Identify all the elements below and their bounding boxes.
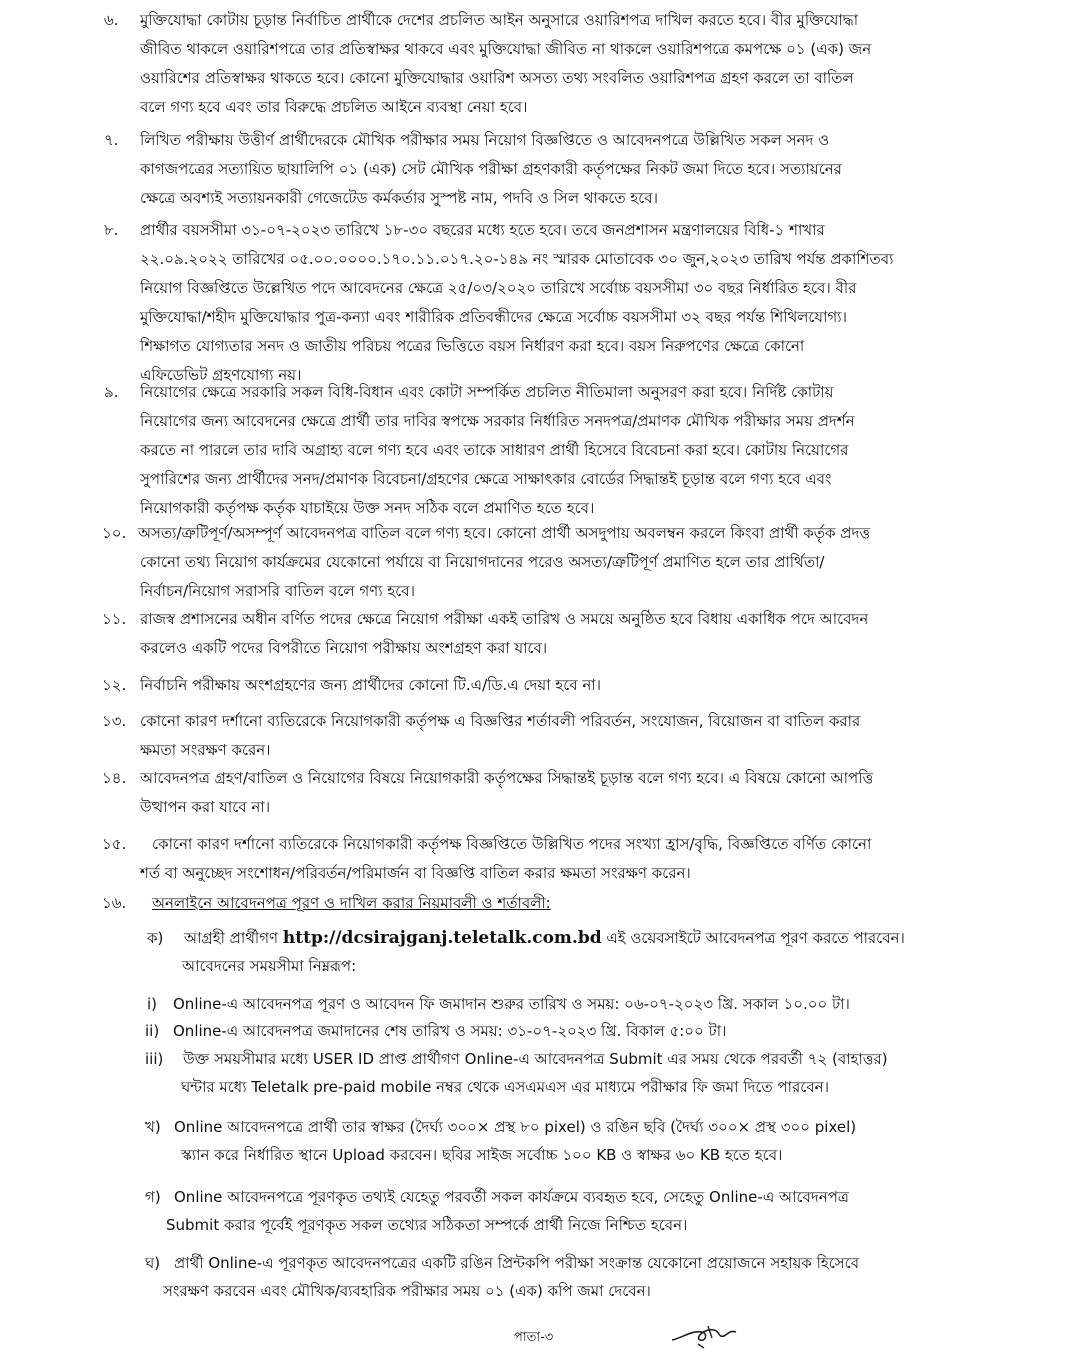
subclause-line: আবেদনের সময়সীমা নিম্নরূপ: [182,957,357,975]
page-number: পাতা-৩ [514,1330,554,1345]
clause-line: আবেদনপত্র গ্রহণ/বাতিল ও নিয়োগের বিষয়ে নিয়োগকারী কর্তৃপক্ষের সিদ্ধান্তই চূড়ান্ত বলে গণ্য হবে। এ বিষয়ে কোনো আপত্তি [140,769,874,787]
roman-label: ii) [145,1022,160,1040]
website-url[interactable]: http://dcsirajganj.teletalk.com.bd [282,928,602,948]
clause-number: ১৩. [102,712,127,730]
subclause-line [184,924,905,952]
clause-line: জীবিত থাকলে ওয়ারিশপত্রে তার প্রতিস্বাক্ষর থাকবে এবং মুক্তিযোদ্ধা জীবিত না থাকলে ওয়ারিশপত্রে কমপক্ষে ০১ (এক) জন [140,40,872,58]
subclause-label: খ) [145,1118,161,1136]
clause-line: শর্ত বা অনুচ্ছেদ সংশোধন/পরিবর্তন/পরিমার্জন বা বিজ্ঞপ্তি বাতিল করার ক্ষমতা সংরক্ষণ করেন। [140,864,691,882]
clause-line: কোনো কারণ দর্শানো ব্যতিরেকে নিয়োগকারী কর্তৃপক্ষ এ বিজ্ঞপ্তির শর্তাবলী পরিবর্তন, সংযোজন, বিয়োজন বা বাতিল করার [140,712,861,730]
clause-number: ১৬. [102,894,127,912]
clause-number: ১০. [102,524,127,542]
clause-number: ১২. [102,676,127,694]
clause-line: মুক্তিযোদ্ধা কোটায় চূড়ান্ত নির্বাচিত প্রার্থীকে দেশের প্রচলিত আইন অনুসারে ওয়ারিশপত্র দাখিল করতে হবে। বীর মুক্তিযোদ্ধা [140,11,859,29]
clause-line: অসত্য/ত্রুটিপূর্ণ/অসম্পূর্ণ আবেদনপত্র বাতিল বলে গণ্য হবে। কোনো প্রার্থী অসদুপায় অবলম্বন করলে কিংবা প্রার্থী কর্তৃক প্রদত্ত [138,524,871,542]
subclause-label: গ) [145,1188,161,1206]
subclause-label: ঘ) [145,1254,161,1272]
clause-line: শিক্ষাগত যোগ্যতার সনদ ও জাতীয় পরিচয় পত্রের ভিত্তিতে বয়স নির্ধারণ করা হবে। বয়স নিরুপণের ক্ষেত্রে কোনো [140,337,805,355]
roman-line: উক্ত সময়সীমার মধ্যে USER ID প্রাপ্ত প্রার্থীগণ Online-এ আবেদনপত্র Submit এর সময় থেকে পরবর্তী ৭২ (বাহাত্তর) [183,1050,888,1068]
clause-number: ৯. [104,383,119,401]
subclause-line: Online আবেদনপত্রে প্রার্থী তার স্বাক্ষর (দৈর্ঘ্য ৩০০× প্রস্থ ৮০ pixel) ও রঙিন ছবি (দৈর্ঘ্য ৩০০× প্রস্থ ৩০০ pixel) [174,1118,857,1136]
clause-line: নিয়োগের ক্ষেত্রে সরকারি সকল বিধি-বিধান এবং কোটা সম্পর্কিত প্রচলিত নীতিমালা অনুসরণ করা হবে। নির্দিষ্ট কোটায় [140,383,834,401]
signature-mark [668,1318,740,1350]
clause-line: এফিডেভিট গ্রহণযোগ্য নয়। [140,366,302,384]
clause-line: রাজস্ব প্রশাসনের অধীন বর্ণিত পদের ক্ষেত্রে নিয়োগ পরীক্ষা একই তারিখ ও সময়ে অনুষ্ঠিত হবে বিধায় একাধিক পদে আবেদন [140,610,869,628]
clause-line: মুক্তিযোদ্ধা/শহীদ মুক্তিযোদ্ধার পুত্র-কন্যা এবং শারীরিক প্রতিবন্ধীদের ক্ষেত্রে সর্বোচ্চ বয়সসীমা ৩২ বছর পর্যন্ত শিথিলযোগ্য। [140,308,847,326]
section-heading: অনলাইনে আবেদনপত্র পূরণ ও দাখিল করার নিয়মাবলী ও শর্তাবলী: [152,894,551,912]
roman-line: Online-এ আবেদনপত্র পূরণ ও আবেদন ফি জমাদান শুরুর তারিখ ও সময়: ০৬-০৭-২০২৩ খ্রি. সকাল ১০.০০ টা। [173,995,850,1013]
roman-line: ঘন্টার মধ্যে Teletalk pre-paid mobile নম্বর থেকে এসএমএস এর মাধ্যমে পরীক্ষার ফি জমা দিতে পারবেন। [181,1078,829,1096]
subclause-line: প্রার্থী Online-এ পূরণকৃত আবেদনপত্রের একটি রঙিন প্রিন্টকপি পরীক্ষা সংক্রান্ত যেকোনো প্রয়োজনে সহায়ক হিসেবে [174,1254,860,1272]
clause-line: ক্ষমতা সংরক্ষণ করেন। [140,741,271,759]
subclause-label: ক) [147,929,164,947]
clause-line: করতে না পারলে তার দাবি অগ্রাহ্য বলে গণ্য হবে এবং তাকে সাধারণ প্রার্থী হিসেবে বিবেচনা করা হবে। কোটায় নিয়োগের [140,441,849,459]
clause-line: কোনো কারণ দর্শানো ব্যতিরেকে নিয়োগকারী কর্তৃপক্ষ বিজ্ঞপ্তিতে উল্লিখিত পদের সংখ্যা হ্রাস/বৃদ্ধি, বিজ্ঞপ্তিতে বর্ণিত কোনো [152,835,872,853]
clause-number: ১৪. [102,769,127,787]
clause-line: ২২.০৯.২০২২ তারিখের ০৫.০০.০০০০.১৭০.১১.০১৭.২০-১৪৯ নং স্মারক মোতাবেক ৩০ জুন,২০২৩ তারিখ পর্যন্ত প্রকাশিতব্য [140,250,894,268]
clause-line: সুপারিশের জন্য প্রার্থীদের সনদ/প্রমাণক বিবেচনা/গ্রহণের ক্ষেত্রে সাক্ষাৎকার বোর্ডের সিদ্ধান্তই চূড়ান্ত বলে গণ্য হবে এবং [140,470,832,488]
clause-line: নিয়োগ বিজ্ঞপ্তিতে উল্লেখিত পদে আবেদনের ক্ষেত্রে ২৫/০৩/২০২০ তারিখে সর্বোচ্চ বয়সসীমা ৩০ বছর নির্ধারিত হবে। বীর [140,279,857,297]
clause-line: কোনো তথ্য নিয়োগ কার্যক্রমের যেকোনো পর্যায়ে বা নিয়োগদানের পরেও অসত্য/ত্রুটিপূর্ণ প্রমাণিত হলে তার প্রার্থিতা/ [140,553,825,571]
clause-line: ক্ষেত্রে অবশ্যই সত্যায়নকারী গেজেটেড কর্মকর্তার সুস্পষ্ট নাম, পদবি ও সিল থাকতে হবে। [140,189,659,207]
clause-line: নিয়োগের জন্য আবেদনের ক্ষেত্রে প্রার্থী তার দাবির স্বপক্ষে সরকার নির্ধারিত সনদপত্র/প্রমাণক মৌখিক পরীক্ষার সময় প্রদর্শন [140,412,855,430]
roman-line: Online-এ আবেদনপত্র জমাদানের শেষ তারিখ ও সময়: ৩১-০৭-২০২৩ খ্রি. বিকাল ৫:০০ টা। [173,1022,727,1040]
clause-number: ৮. [104,221,119,239]
subclause-line: সংরক্ষণ করবেন এবং মৌখিক/ব্যবহারিক পরীক্ষার সময় ০১ (এক) কপি জমা দেবেন। [163,1282,651,1300]
roman-label: i) [147,995,158,1013]
clause-number: ১১. [102,610,127,628]
clause-line: কাগজপত্রের সত্যায়িত ছায়ালিপি ০১ (এক) সেট মৌখিক পরীক্ষা গ্রহণকারী কর্তৃপক্ষের নিকট জমা দিতে হবে। সত্যায়নের [140,160,842,178]
clause-line: ওয়ারিশের প্রতিস্বাক্ষর থাকতে হবে। কোনো মুক্তিযোদ্ধার ওয়ারিশ অসত্য তথ্য সংবলিত ওয়ারিশপত্র গ্রহণ করলে তা বাতিল [140,69,854,87]
clause-line: লিখিত পরীক্ষায় উত্তীর্ণ প্রার্থীদেরকে মৌখিক পরীক্ষার সময় নিয়োগ বিজ্ঞপ্তিতে ও আবেদনপত্রে উল্লিখিত সকল সনদ ও [140,131,830,149]
clause-line: প্রার্থীর বয়সসীমা ৩১-০৭-২০২৩ তারিখে ১৮-৩০ বছরের মধ্যে হতে হবে। তবে জনপ্রশাসন মন্ত্রণালয়ের বিধি-১ শাখার [140,221,825,239]
subclause-text: এই ওয়েবসাইটে আবেদনপত্র পূরণ করতে পারবেন। [606,929,905,947]
subclause-text: আগ্রহী প্রার্থীগণ [184,929,279,947]
clause-number: ১৫. [102,835,127,853]
clause-line: নিয়োগকারী কর্তৃপক্ষ কর্তৃক যাচাইয়ে উক্ত সনদ সঠিক বলে প্রমাণিত হতে হবে। [140,499,595,517]
clause-line: করলেও একটি পদের বিপরীতে নিয়োগ পরীক্ষায় অংশগ্রহণ করা যাবে। [140,639,548,657]
clause-number: ৭. [104,131,119,149]
clause-line: বলে গণ্য হবে এবং তার বিরুদ্ধে প্রচলিত আইনে ব্যবস্থা নেয়া হবে। [140,98,528,116]
subclause-line: স্ক্যান করে নির্ধারিত স্থানে Upload করবেন। ছবির সাইজ সর্বোচ্চ ১০০ KB ও স্বাক্ষর ৬০ KB হতে হবে। [181,1146,783,1164]
clause-line: উত্থাপন করা যাবে না। [140,798,271,816]
clause-number: ৬. [104,11,119,29]
clause-line: নির্বাচন/নিয়োগ সরাসরি বাতিল বলে গণ্য হবে। [140,582,415,600]
subclause-line: Online আবেদনপত্রে পূরণকৃত তথ্যই যেহেতু পরবর্তী সকল কার্যক্রমে ব্যবহৃত হবে, সেহেতু Online-এ আবেদনপত্র [174,1188,849,1206]
roman-label: iii) [145,1050,164,1068]
clause-line: নির্বাচনি পরীক্ষায় অংশগ্রহণের জন্য প্রার্থীদের কোনো টি.এ/ডি.এ দেয়া হবে না। [140,676,602,694]
subclause-line: Submit করার পূর্বেই পূরণকৃত সকল তথ্যের সঠিকতা সম্পর্কে প্রার্থী নিজে নিশ্চিত হবেন। [166,1216,688,1234]
